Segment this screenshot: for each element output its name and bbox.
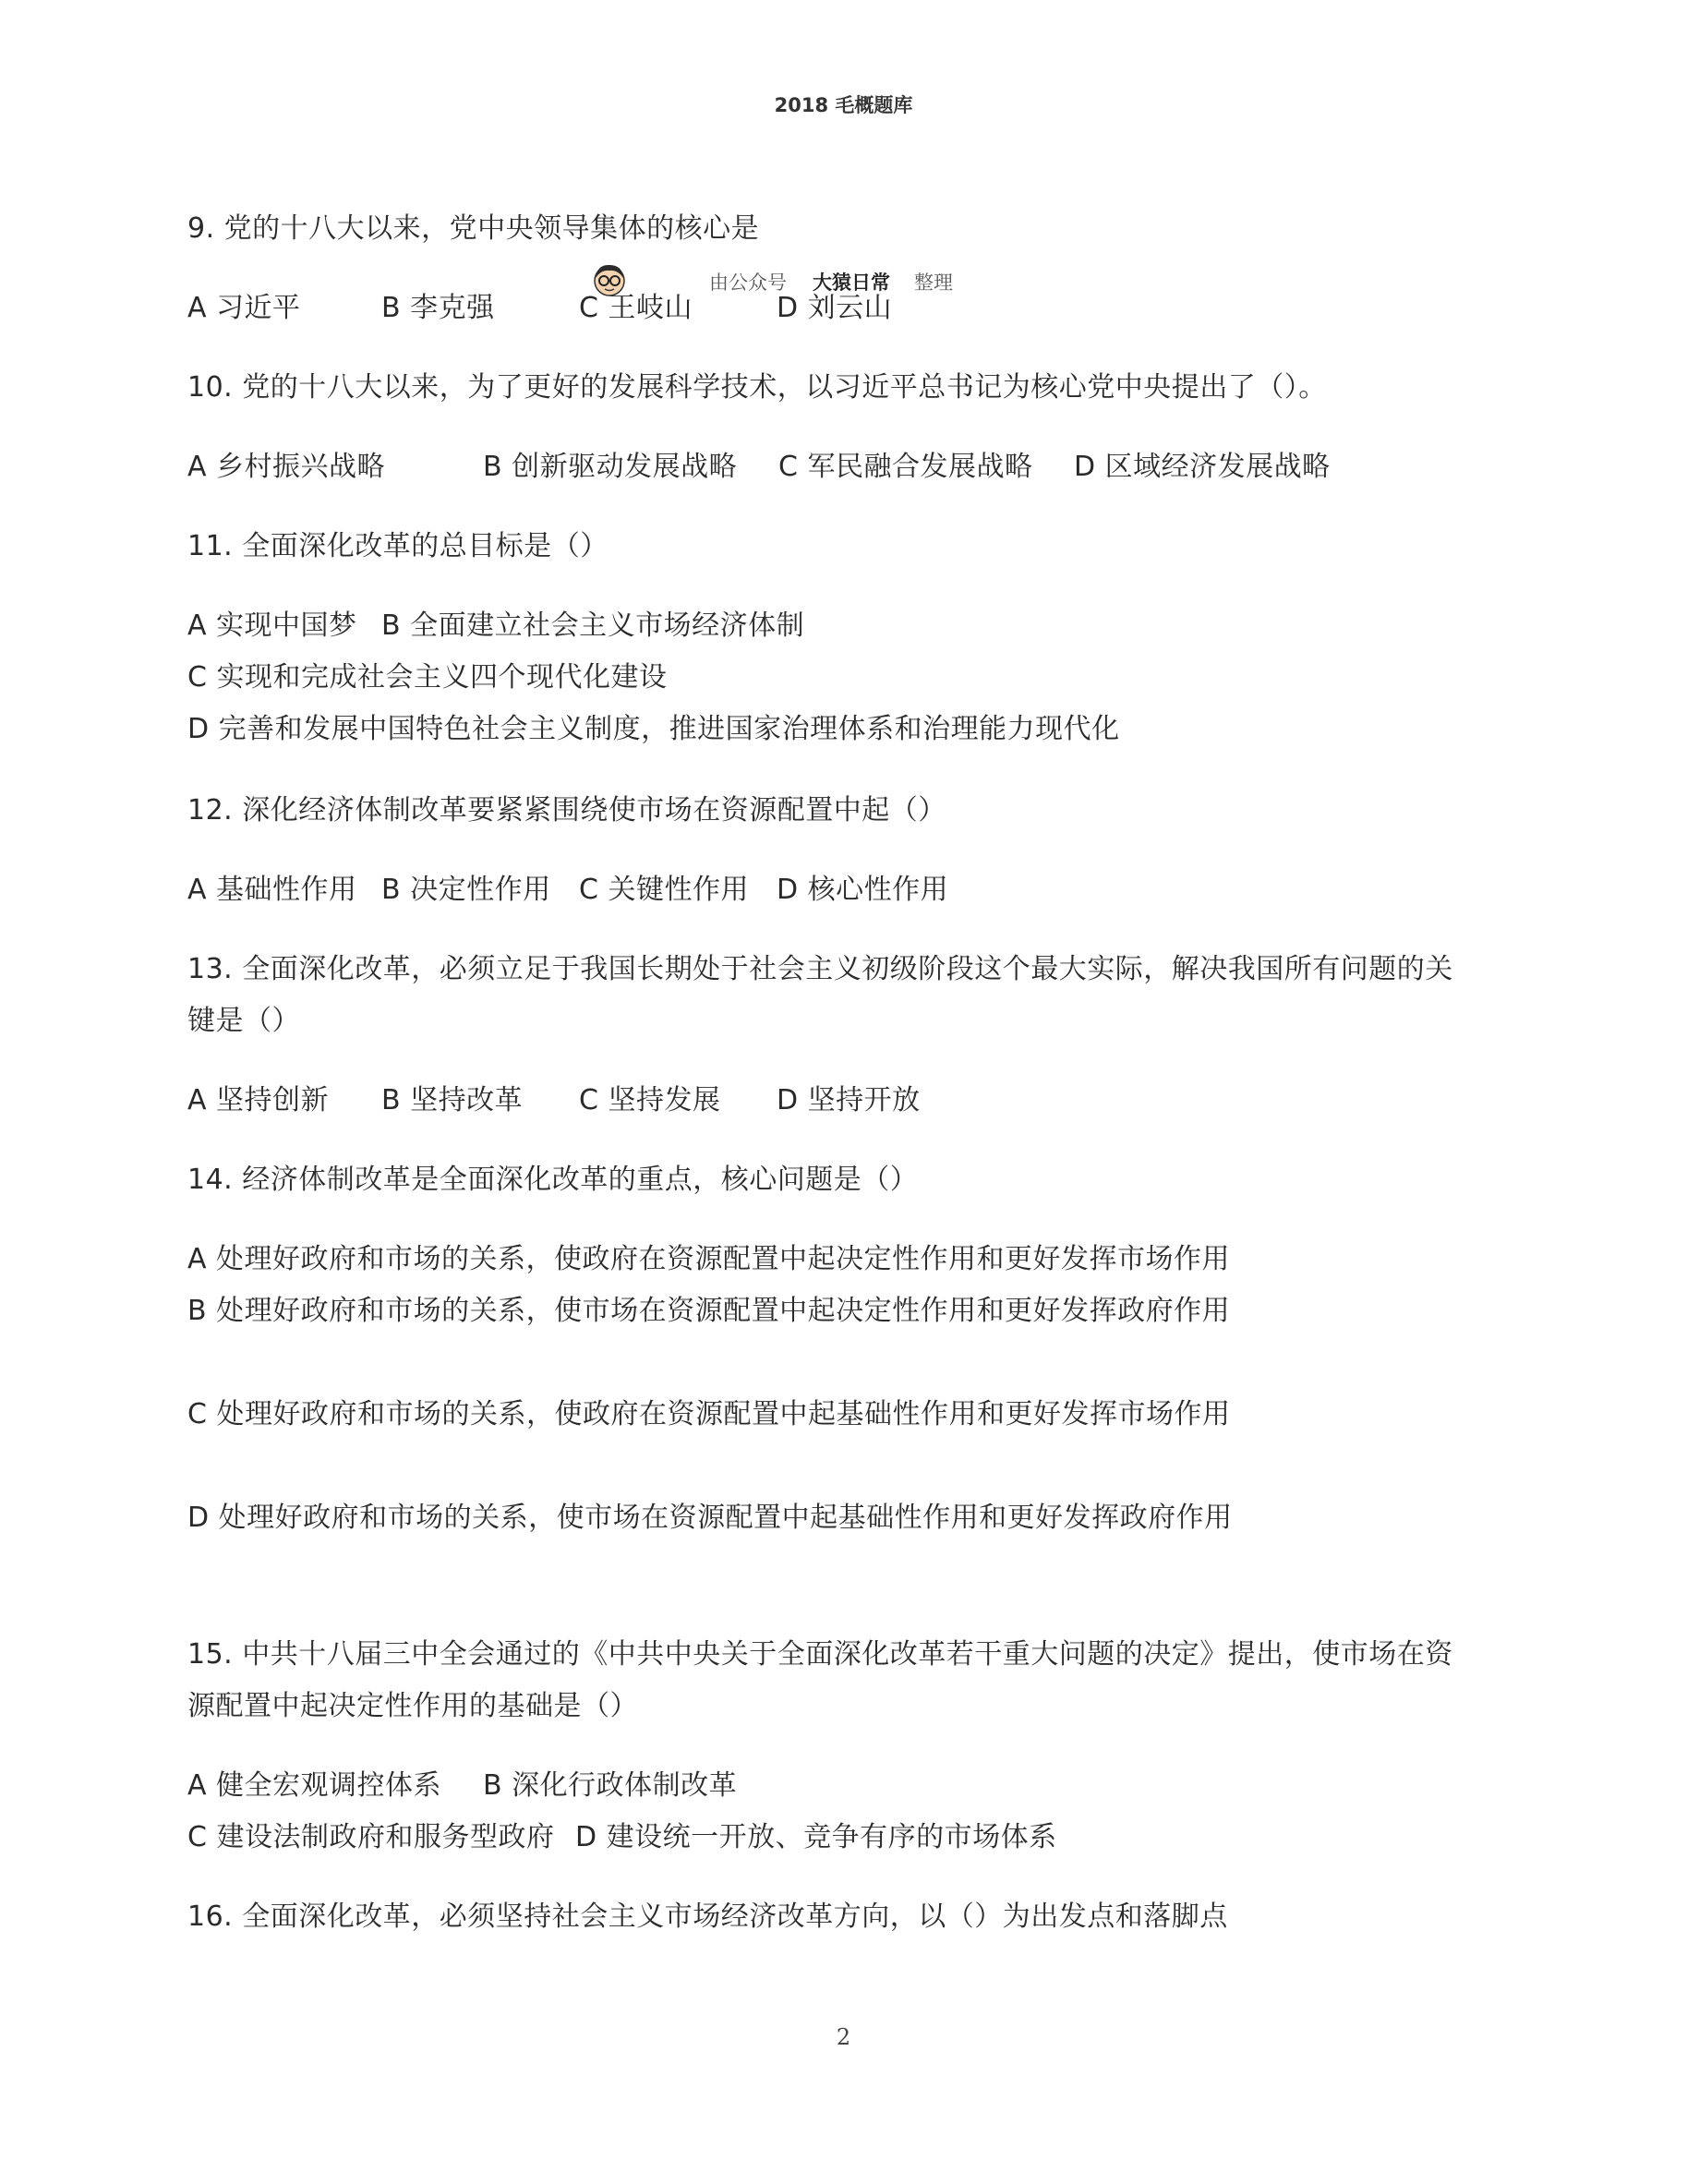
option: C 军民融合发展战略	[778, 451, 1033, 483]
question-stem-line: 源配置中起决定性作用的基础是（）	[187, 1690, 638, 1722]
option: B 全面建立社会主义市场经济体制	[381, 609, 805, 642]
page-number: 2	[836, 2024, 851, 2050]
option: B 处理好政府和市场的关系，使市场在资源配置中起决定性作用和更好发挥政府作用	[187, 1295, 1231, 1327]
option: C 关键性作用	[579, 874, 749, 906]
option: A 健全宏观调控体系	[187, 1769, 442, 1802]
option: D 区域经济发展战略	[1074, 451, 1331, 483]
option: D 刘云山	[777, 292, 893, 324]
header-account-name: 大猿日常	[813, 271, 890, 294]
option: A 坚持创新	[187, 1084, 330, 1116]
question-stem: 14. 经济体制改革是全面深化改革的重点，核心问题是（）	[187, 1164, 919, 1196]
option: B 坚持改革	[381, 1084, 524, 1116]
question-stem: 10. 党的十八大以来，为了更好的发展科学技术，以习近平总书记为核心党中央提出了（）。	[187, 371, 1327, 404]
header-prefix: 由公众号	[709, 271, 787, 294]
question-stem: 9. 党的十八大以来，党中央领导集体的核心是	[187, 212, 760, 245]
question-stem-line: 13. 全面深化改革，必须立足于我国长期处于社会主义初级阶段这个最大实际，解决我国所有问题的关	[187, 953, 1453, 985]
option: D 坚持开放	[777, 1084, 921, 1116]
option: C 建设法制政府和服务型政府	[187, 1821, 555, 1853]
option: C 处理好政府和市场的关系，使政府在资源配置中起基础性作用和更好发挥市场作用	[187, 1398, 1231, 1430]
option: C 坚持发展	[579, 1084, 721, 1116]
option: A 习近平	[187, 292, 301, 324]
option: D 核心性作用	[777, 874, 949, 906]
question-stem: 16. 全面深化改革，必须坚持社会主义市场经济改革方向，以（）为出发点和落脚点	[187, 1900, 1228, 1933]
option: A 处理好政府和市场的关系，使政府在资源配置中起决定性作用和更好发挥市场作用	[187, 1243, 1231, 1275]
option: C 实现和完成社会主义四个现代化建设	[187, 661, 668, 694]
document-title: 2018 毛概题库	[774, 94, 913, 116]
option: C 王岐山	[579, 292, 693, 324]
option: B 深化行政体制改革	[483, 1769, 738, 1802]
option: B 创新驱动发展战略	[483, 451, 738, 483]
option: D 完善和发展中国特色社会主义制度，推进国家治理体系和治理能力现代化	[187, 713, 1120, 745]
option: A 实现中国梦	[187, 609, 357, 642]
question-stem: 12. 深化经济体制改革要紧紧围绕使市场在资源配置中起（）	[187, 794, 946, 827]
option: B 决定性作用	[381, 874, 551, 906]
option: D 建设统一开放、竞争有序的市场体系	[575, 1821, 1057, 1853]
option: D 处理好政府和市场的关系，使市场在资源配置中起基础性作用和更好发挥政府作用	[187, 1502, 1233, 1534]
question-stem-line: 键是（）	[187, 1005, 300, 1037]
option: B 李克强	[381, 292, 495, 324]
question-stem-line: 15. 中共十八届三中全会通过的《中共中央关于全面深化改革若干重大问题的决定》提出，使市场在资	[187, 1638, 1453, 1671]
header-suffix: 整理	[914, 271, 953, 294]
option: A 基础性作用	[187, 874, 357, 906]
option: A 乡村振兴战略	[187, 451, 386, 483]
question-stem: 11. 全面深化改革的总目标是（）	[187, 530, 609, 562]
